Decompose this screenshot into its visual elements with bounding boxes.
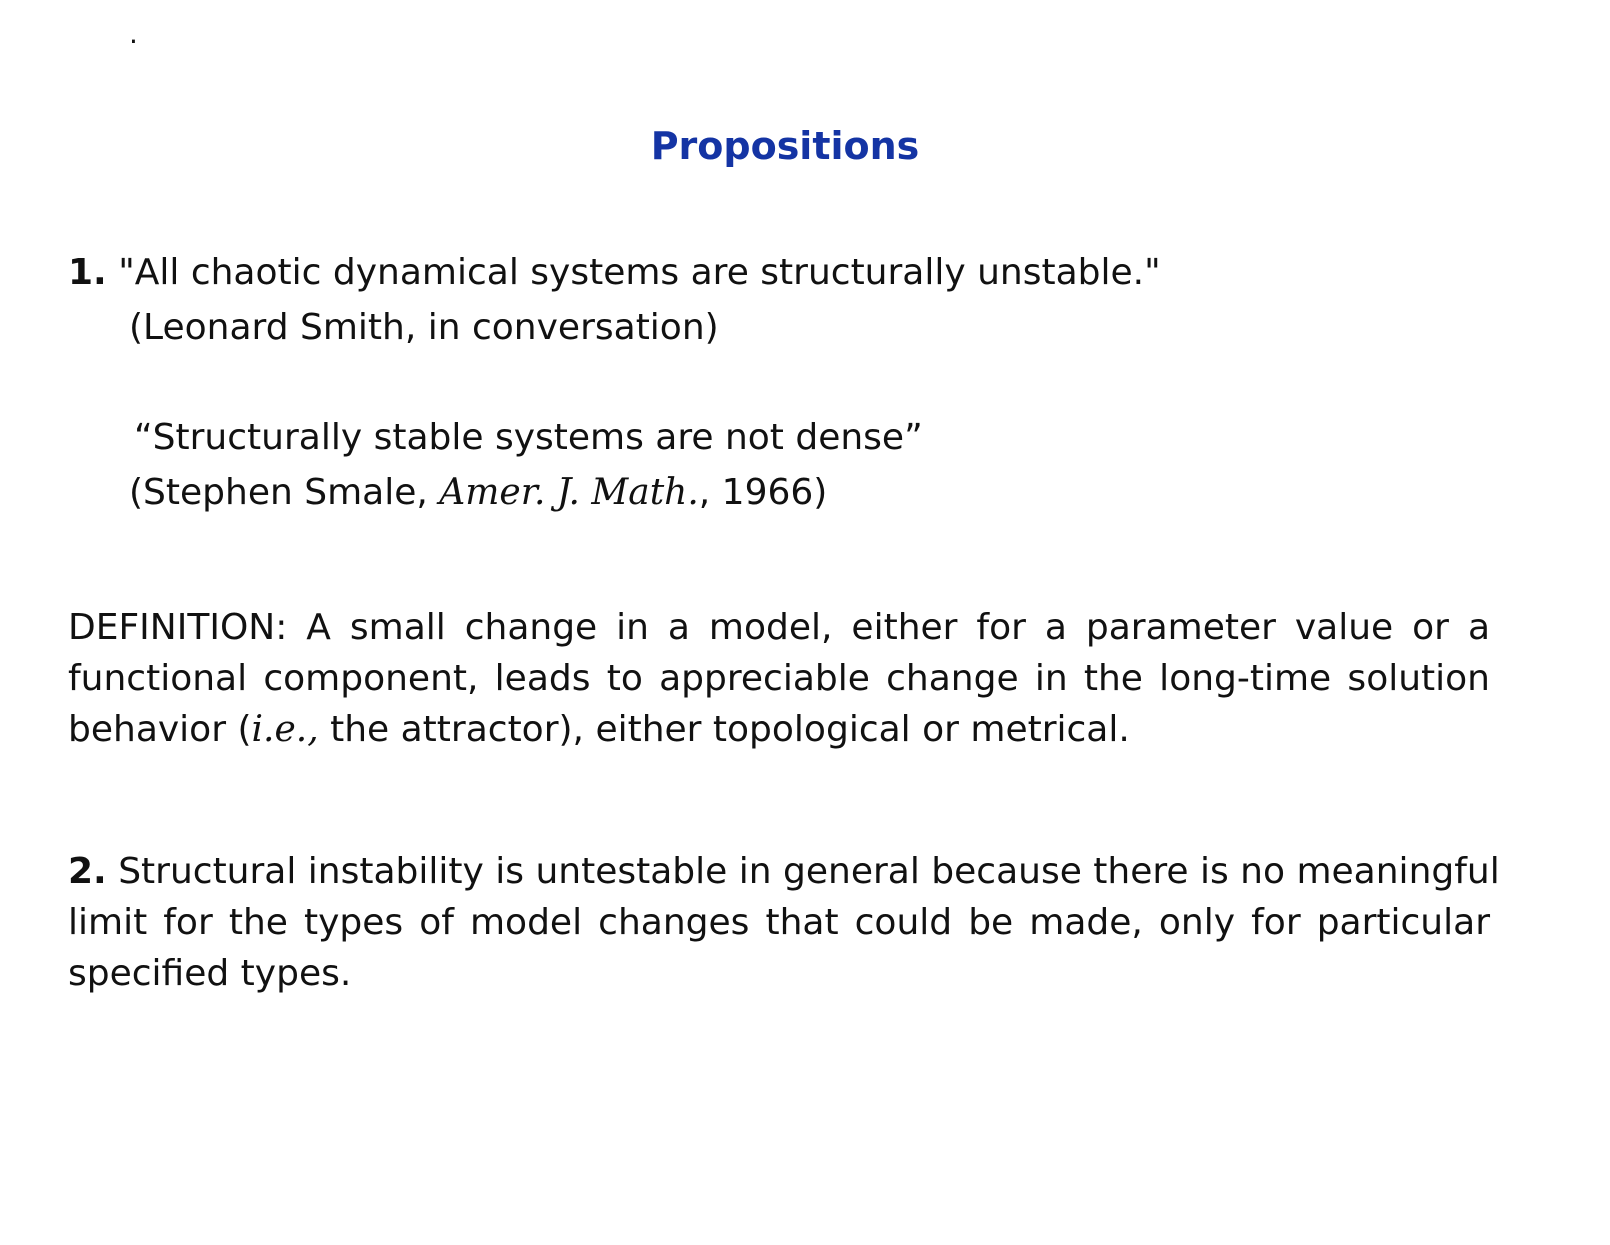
proposition-1-quote: "All chaotic dynamical systems are structurally unstable." — [118, 252, 1161, 293]
proposition-1-attribution: (Leonard Smith, in conversation) — [129, 307, 719, 348]
journal-name: Amer. J. Math. — [439, 472, 699, 513]
proposition-1-quote-2: “Structurally stable systems are not dense” — [134, 417, 923, 458]
proposition-1-attribution-2 — [129, 471, 827, 515]
definition-ie: i.e., — [251, 709, 319, 750]
slide-title: Propositions — [650, 124, 920, 168]
proposition-2-line-3: specified types. — [68, 953, 352, 994]
definition-line-3-suffix: the attractor), either topological or metrical. — [318, 709, 1130, 750]
definition-paragraph — [68, 602, 1490, 755]
attribution-2-suffix: , 1966) — [698, 472, 828, 513]
definition-line-3 — [68, 704, 1490, 755]
corner-mark: . — [129, 17, 138, 50]
proposition-2-line-1-text: Structural instability is untestable in general because there is no meaningful — [118, 851, 1500, 892]
definition-line-1: DEFINITION: A small change in a model, either for a parameter value or a — [68, 607, 1490, 648]
proposition-2-line-2: limit for the types of model changes that could be made, only for particular — [68, 902, 1490, 943]
proposition-2-line-1 — [68, 846, 1500, 897]
proposition-1-quote-line — [68, 251, 1161, 295]
proposition-2-paragraph — [68, 846, 1500, 999]
proposition-2-number: 2. — [68, 851, 107, 892]
attribution-2-prefix: (Stephen Smale, — [129, 472, 440, 513]
definition-line-3-prefix: behavior ( — [68, 709, 252, 750]
proposition-1-number: 1. — [68, 252, 107, 293]
definition-line-2: functional component, leads to appreciable change in the long-time solution — [68, 658, 1490, 699]
